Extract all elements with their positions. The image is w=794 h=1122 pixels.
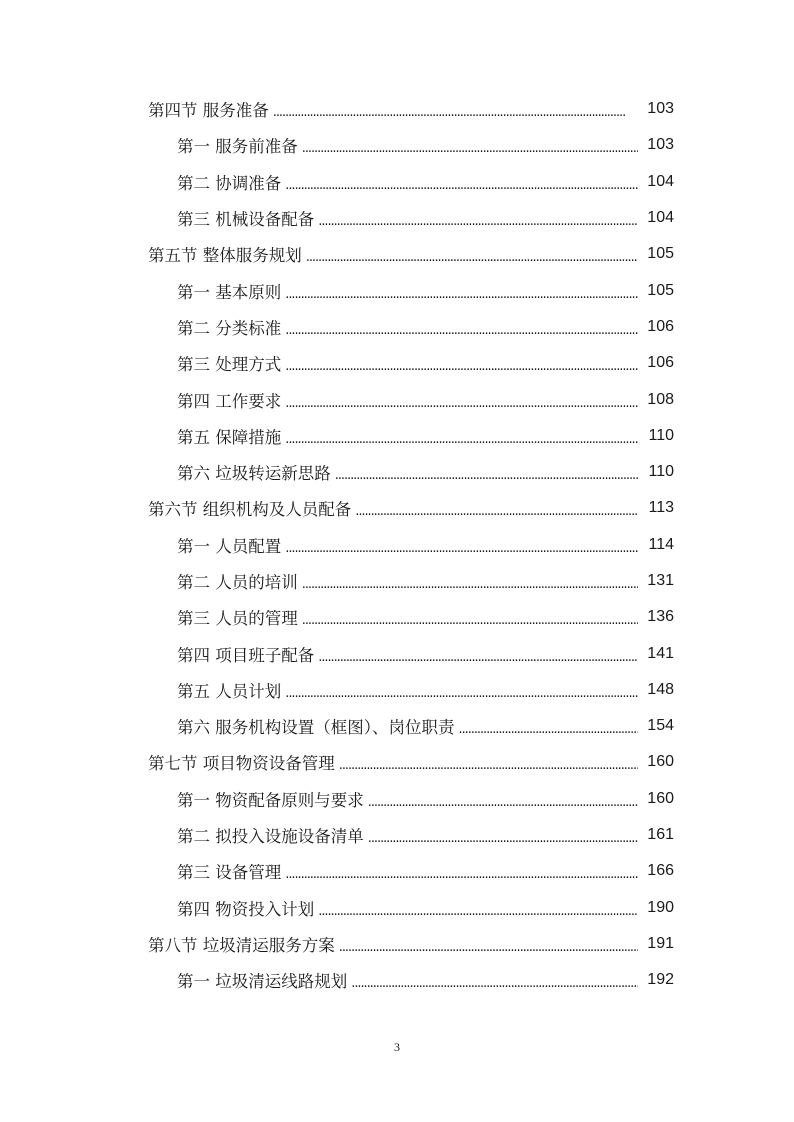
toc-entry-label: 第一 基本原则: [177, 282, 282, 302]
dot-leader: [285, 863, 638, 881]
toc-entry-page: 104: [647, 172, 674, 190]
toc-entry-page: 103: [647, 136, 674, 154]
toc-entry-label: 第三 处理方式: [177, 355, 282, 375]
dot-leader: [318, 646, 638, 664]
toc-entry-label: 第三 人员的管理: [177, 609, 298, 629]
dot-leader: [306, 246, 638, 264]
toc-entry-label: 第二 协调准备: [177, 173, 282, 193]
dot-leader: [285, 682, 638, 700]
toc-entry-page: 105: [647, 245, 674, 263]
toc-entry-label: 第五 人员计划: [177, 681, 282, 701]
toc-subsection-entry[interactable]: [0, 381, 794, 417]
toc-subsection-entry[interactable]: [0, 853, 794, 889]
dot-leader: [368, 791, 638, 809]
toc-subsection-entry[interactable]: [0, 418, 794, 454]
dot-leader: [285, 283, 638, 301]
dot-leader: [335, 464, 638, 482]
toc-subsection-entry[interactable]: [0, 962, 794, 998]
toc-entry-label: 第四 物资投入计划: [177, 899, 315, 919]
dot-leader: [302, 573, 638, 591]
dot-leader: [285, 355, 638, 373]
dot-leader: [302, 609, 638, 627]
toc-entry-label: 第三 设备管理: [177, 863, 282, 883]
dot-leader: [273, 101, 638, 119]
toc-subsection-entry[interactable]: [0, 309, 794, 345]
toc-entry-page: 154: [647, 717, 674, 735]
toc-section-entry[interactable]: [0, 91, 794, 127]
dot-leader: [355, 500, 638, 518]
toc-entry-page: 103: [647, 100, 674, 118]
toc-subsection-entry[interactable]: [0, 599, 794, 635]
dot-leader: [285, 174, 638, 192]
toc-entry-page: 191: [647, 934, 674, 952]
toc-entry-page: 114: [648, 535, 674, 553]
toc-entry-page: 110: [648, 463, 674, 481]
toc-section-entry[interactable]: [0, 236, 794, 272]
toc-entry-label: 第三 机械设备配备: [177, 210, 315, 230]
toc-subsection-entry[interactable]: [0, 345, 794, 381]
toc-entry-page: 108: [647, 390, 674, 408]
toc-subsection-entry[interactable]: [0, 781, 794, 817]
toc-entry-label: 第四节 服务准备: [148, 101, 269, 121]
toc-entry-page: 192: [647, 971, 674, 989]
toc-entry-label: 第六 垃圾转运新思路: [177, 464, 331, 484]
toc-entry-label: 第二 拟投入设施设备清单: [177, 827, 364, 847]
toc-entry-label: 第二 人员的培训: [177, 573, 298, 592]
toc-entry-label: 第六 服务机构设置（框图）、岗位职责: [177, 718, 455, 738]
toc-entry-page: 113: [648, 499, 674, 517]
toc-entry-label: 第八节 垃圾清运服务方案: [148, 935, 335, 955]
dot-leader: [459, 718, 639, 736]
toc-subsection-entry[interactable]: [0, 200, 794, 236]
toc-section-entry[interactable]: [0, 744, 794, 780]
dot-leader: [285, 428, 638, 446]
dot-leader: [339, 754, 638, 772]
toc-entry-label: 第一 垃圾清运线路规划: [177, 972, 348, 992]
toc-entry-page: 105: [647, 281, 674, 299]
page-number: 3: [394, 1040, 400, 1054]
toc-entry-page: 106: [647, 354, 674, 372]
toc-subsection-entry[interactable]: [0, 890, 794, 926]
dot-leader: [368, 827, 638, 845]
toc-subsection-entry[interactable]: [0, 563, 794, 599]
toc-entry-page: 106: [647, 317, 674, 335]
toc-subsection-entry[interactable]: [0, 454, 794, 490]
toc-entry-label: 第二 分类标准: [177, 318, 282, 338]
toc-subsection-entry[interactable]: [0, 672, 794, 708]
toc-entry-label: 第四 项目班子配备: [177, 645, 315, 665]
toc-entry-page: 161: [647, 826, 674, 844]
toc-section-entry[interactable]: [0, 490, 794, 526]
toc-subsection-entry[interactable]: [0, 272, 794, 308]
toc-entry-label: 第一 服务前准备: [177, 137, 298, 157]
dot-leader: [318, 900, 638, 918]
toc-entry-page: 131: [647, 572, 674, 589]
toc-entry-page: 141: [647, 644, 674, 662]
toc-entry-page: 110: [648, 426, 674, 444]
toc-section-entry[interactable]: [0, 926, 794, 962]
toc-entry-label: 第一 人员配置: [177, 536, 282, 556]
dot-leader: [302, 137, 638, 155]
toc-entry-label: 第五 保障措施: [177, 427, 282, 447]
toc-subsection-entry[interactable]: [0, 164, 794, 200]
toc-entry-page: 136: [647, 608, 674, 626]
dot-leader: [318, 210, 638, 228]
toc-entry-page: 190: [647, 898, 674, 916]
toc-entry-page: 166: [647, 862, 674, 880]
toc-entry-page: 160: [647, 789, 674, 807]
toc-entry-page: 160: [647, 753, 674, 771]
toc-subsection-entry[interactable]: [0, 127, 794, 163]
dot-leader: [339, 936, 638, 954]
toc-entry-page: 148: [647, 680, 674, 698]
dot-leader: [351, 972, 638, 990]
toc-subsection-entry[interactable]: [0, 817, 794, 853]
toc-entry-label: 第一 物资配备原则与要求: [177, 790, 364, 810]
toc-entry-page: 104: [647, 209, 674, 227]
toc-entry-label: 第六节 组织机构及人员配备: [148, 500, 352, 520]
table-of-contents: [0, 91, 794, 998]
toc-subsection-entry[interactable]: [0, 635, 794, 671]
toc-entry-label: 第五节 整体服务规划: [148, 246, 302, 266]
toc-subsection-entry[interactable]: [0, 708, 794, 744]
dot-leader: [285, 392, 638, 410]
dot-leader: [285, 537, 638, 555]
toc-entry-label: 第七节 项目物资设备管理: [148, 754, 335, 774]
dot-leader: [285, 319, 638, 337]
toc-entry-label: 第四 工作要求: [177, 391, 282, 411]
toc-subsection-entry[interactable]: [0, 527, 794, 563]
